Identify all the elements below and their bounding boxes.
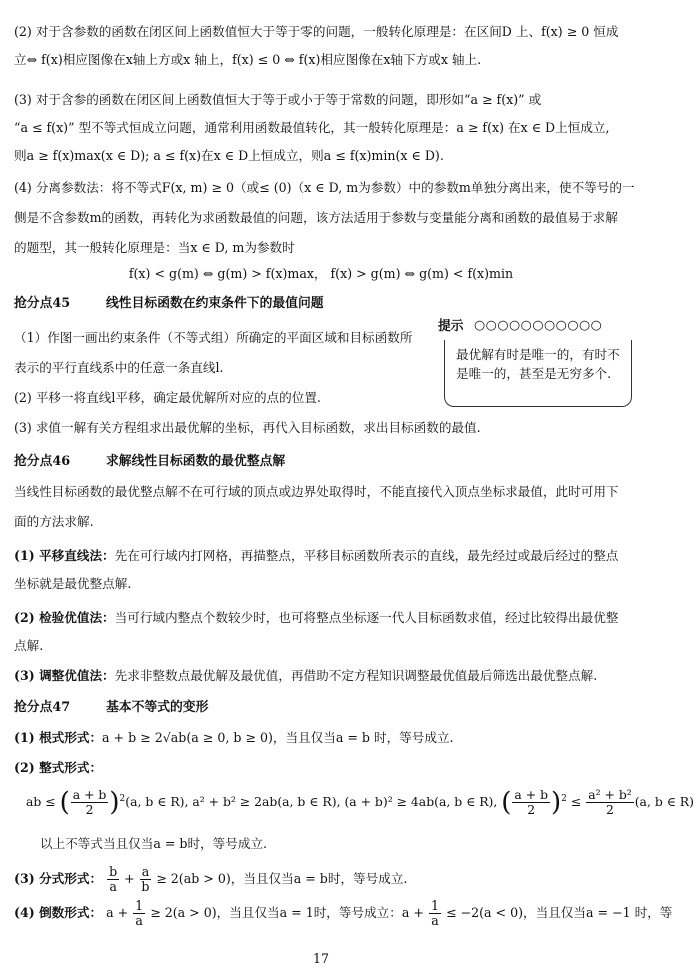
form3-frac-a-over-b (140, 865, 152, 894)
section47-form3-label: (3) 分式形式： (14, 871, 103, 886)
section46-method2-line2: 点解. (14, 638, 44, 653)
form4-a-plus: a + (106, 905, 129, 920)
section45-step2: (2) 平移一将直线l平移，确定最优解所对应的点的位置. (14, 390, 321, 405)
form3-frac2-num: a (141, 864, 150, 879)
section45-step1-line2: 表示的平行直线系中的任意一条直线l. (14, 360, 224, 375)
heading-45-title: 线性目标函数在约束条件下的最值问题 (106, 296, 324, 311)
section47-form4-text2: ≤ −2(a < 0)，当且仅当a = −1 时，等 (445, 905, 673, 920)
section45-step3: (3) 求值一解有关方程组求出最优解的坐标，再代入目标函数，求出目标函数的最值. (14, 420, 481, 435)
formula-square-2: 2 (561, 793, 567, 804)
formula-frac-num-3: a² + b² (588, 787, 632, 802)
section46-method3 (14, 666, 597, 686)
form3-frac-b-over-a (107, 865, 119, 894)
section46-method3-label: (3) 调整优值法： (14, 668, 115, 683)
formula-paren-close-2: ) (551, 787, 562, 818)
section47-form2-label-text: (2) 整式形式： (14, 760, 103, 775)
section46-method3-text: 先求非整数点最优解及最优值，再借助不定方程知识调整最优值最后筛选出最优整点解. (114, 668, 598, 683)
heading-47-title: 基本不等式的变形 (106, 700, 209, 715)
form4-frac1-num: 1 (135, 898, 144, 913)
page-number: 17 (312, 951, 330, 966)
section47-form1 (14, 728, 454, 748)
section46-method2-text: 当可行域内整点个数较少时，也可将整点坐标逐一代人目标函数求值，经过比较得出最优整 (114, 610, 619, 625)
section46-intro-line1: 当线性目标函数的最优整点解不在可行域的顶点或边界处取得时，不能直接代入顶点坐标求最值，此时可用下 (14, 484, 619, 499)
form3-frac2-den: b (141, 879, 150, 894)
para4-line3: 的题型，其一般转化原理是：当x ∈ D, m为参数时 (14, 240, 295, 255)
section46-method1-line2: 坐标就是最优整点解. (14, 576, 132, 591)
para4-line1: (4) 分离参数法：将不等式F(x, m) ≥ 0（或≤ (0)（x ∈ D, m为参数）中的参数m单独分离出来，使不等号的一 (14, 180, 635, 195)
formula-frac-a-plus-b-1 (71, 788, 109, 817)
formula-paren-open-2: ( (501, 787, 512, 818)
section47-form4-text1: ≥ 2(a > 0)，当且仅当a = 1时，等号成立：a + (150, 905, 424, 920)
formula-le: ≤ (570, 794, 582, 809)
formula-middle: (a, b ∈ R), a² + b² ≥ 2ab(a, b ∈ R), (a + b)² ≥ 4ab(a, b ∈ R), (125, 794, 498, 809)
section47-form2-after: 以上不等式当且仅当a = b时，等号成立. (40, 836, 268, 851)
formula-frac-den-2: 2 (527, 802, 536, 817)
form4-frac2-num: 1 (430, 898, 439, 913)
section47-form3-text: ≥ 2(ab > 0)，当且仅当a = b时，等号成立. (156, 871, 408, 886)
para2-line1: (2) 对于含参数的函数在闭区间上函数值恒大于等于零的问题，一般转化原理是：在区间D 上、f(x) ≥ 0 恒成 (14, 24, 619, 39)
section47-form1-text: a + b ≥ 2√ab(a ≥ 0, b ≥ 0)，当且仅当a = b 时，等号成立. (102, 730, 454, 745)
form3-frac1-den: a (109, 879, 117, 894)
heading-45 (14, 294, 324, 314)
formula-frac-den-3: 2 (606, 802, 614, 817)
form3-frac1-num: b (109, 864, 118, 879)
para4-line2: 侧是不含参数m的函数，再转化为求函数最值的问题，该方法适用于参数与变量能分离和函数的最值易于求解 (14, 210, 618, 225)
formula-ab-le: ab ≤ (26, 794, 56, 809)
formula-frac-den-1: 2 (85, 802, 94, 817)
form4-frac-1-over-a-2 (429, 899, 441, 928)
formula-paren-open-1: ( (59, 787, 70, 818)
formula-square-1: 2 (119, 793, 126, 804)
form4-frac1-den: a (135, 913, 143, 928)
section46-method2-label: (2) 检验优值法： (14, 610, 115, 625)
para3-line2: “a ≤ f(x)” 型不等式恒成立问题，通常利用函数最值转化，其一般转化原理是：a ≥ f(x) 在x ∈ D上恒成立, (14, 120, 610, 135)
section46-method1-line1 (14, 546, 618, 566)
section47-form4-label: (4) 倒数形式： (14, 905, 103, 920)
formula-frac-a-plus-b-2 (512, 788, 550, 817)
hint-label: 提示 (438, 319, 464, 334)
section47-form2-label (14, 758, 102, 778)
section47-form1-label: (1) 根式形式： (14, 730, 103, 745)
formula-frac-sq-sum (586, 788, 634, 817)
heading-47 (14, 698, 208, 718)
hint-text: 最优解有时是唯一的，有时不是唯一的，甚至是无穷多个. (456, 347, 620, 381)
form4-frac2-den: a (431, 913, 439, 928)
formula-paren-close-1: ) (109, 787, 120, 818)
section46-method1-text: 先在可行域内打网格，再描整点，平移目标函数所表示的直线，最先经过或最后经过的整点 (114, 548, 619, 563)
heading-46-number: 抢分点46 (14, 454, 71, 469)
section45-step1-line1: （1）作图一画出约束条件（不等式组）所确定的平面区域和目标函数所 (14, 330, 413, 345)
heading-45-number: 抢分点45 (14, 296, 71, 311)
hint-dots: ○○○○○○○○○○○ (474, 318, 603, 333)
section46-method2-line1 (14, 608, 618, 628)
para3-line1: (3) 对于含参的函数在闭区间上函数值恒大于等于或小于等于常数的问题，即形如“a ≥ f(x)” 或 (14, 92, 542, 107)
formula-tail: (a, b ∈ R) (634, 794, 694, 809)
para3-line3: 则a ≥ f(x)max(x ∈ D); a ≤ f(x)在x ∈ D上恒成立，则a ≤ f(x)min(x ∈ D). (14, 148, 444, 163)
heading-46-title: 求解线性目标函数的最优整点解 (106, 454, 286, 469)
formula-frac-num-1: a + b (72, 787, 107, 802)
section46-intro-line2: 面的方法求解. (14, 514, 94, 529)
formula-frac-num-2: a + b (514, 787, 549, 802)
para4-formula: f(x) < g(m) ⇔ g(m) > f(x)max， f(x) > g(m) ⇔ g(m) < f(x)min (128, 266, 514, 281)
para2-line2: 立⇔ f(x)相应图像在x轴上方或x 轴上，f(x) ≤ 0 ⇔ f(x)相应图像在x轴下方或x 轴上. (14, 52, 482, 67)
section47-form2-formula (26, 788, 694, 817)
heading-46 (14, 452, 285, 472)
section47-form3: (3) 分式形式： $\frac{b}{a}$ + $\frac{a}{b}$ ≥ 2(ab > 0)，当且仅当a = b时，等号成立. (14, 864, 408, 894)
form4-frac-1-over-a (133, 899, 145, 928)
section47-form4 (14, 898, 672, 928)
section46-method1-label: (1) 平移直线法： (14, 548, 115, 563)
heading-47-number: 抢分点47 (14, 700, 71, 715)
